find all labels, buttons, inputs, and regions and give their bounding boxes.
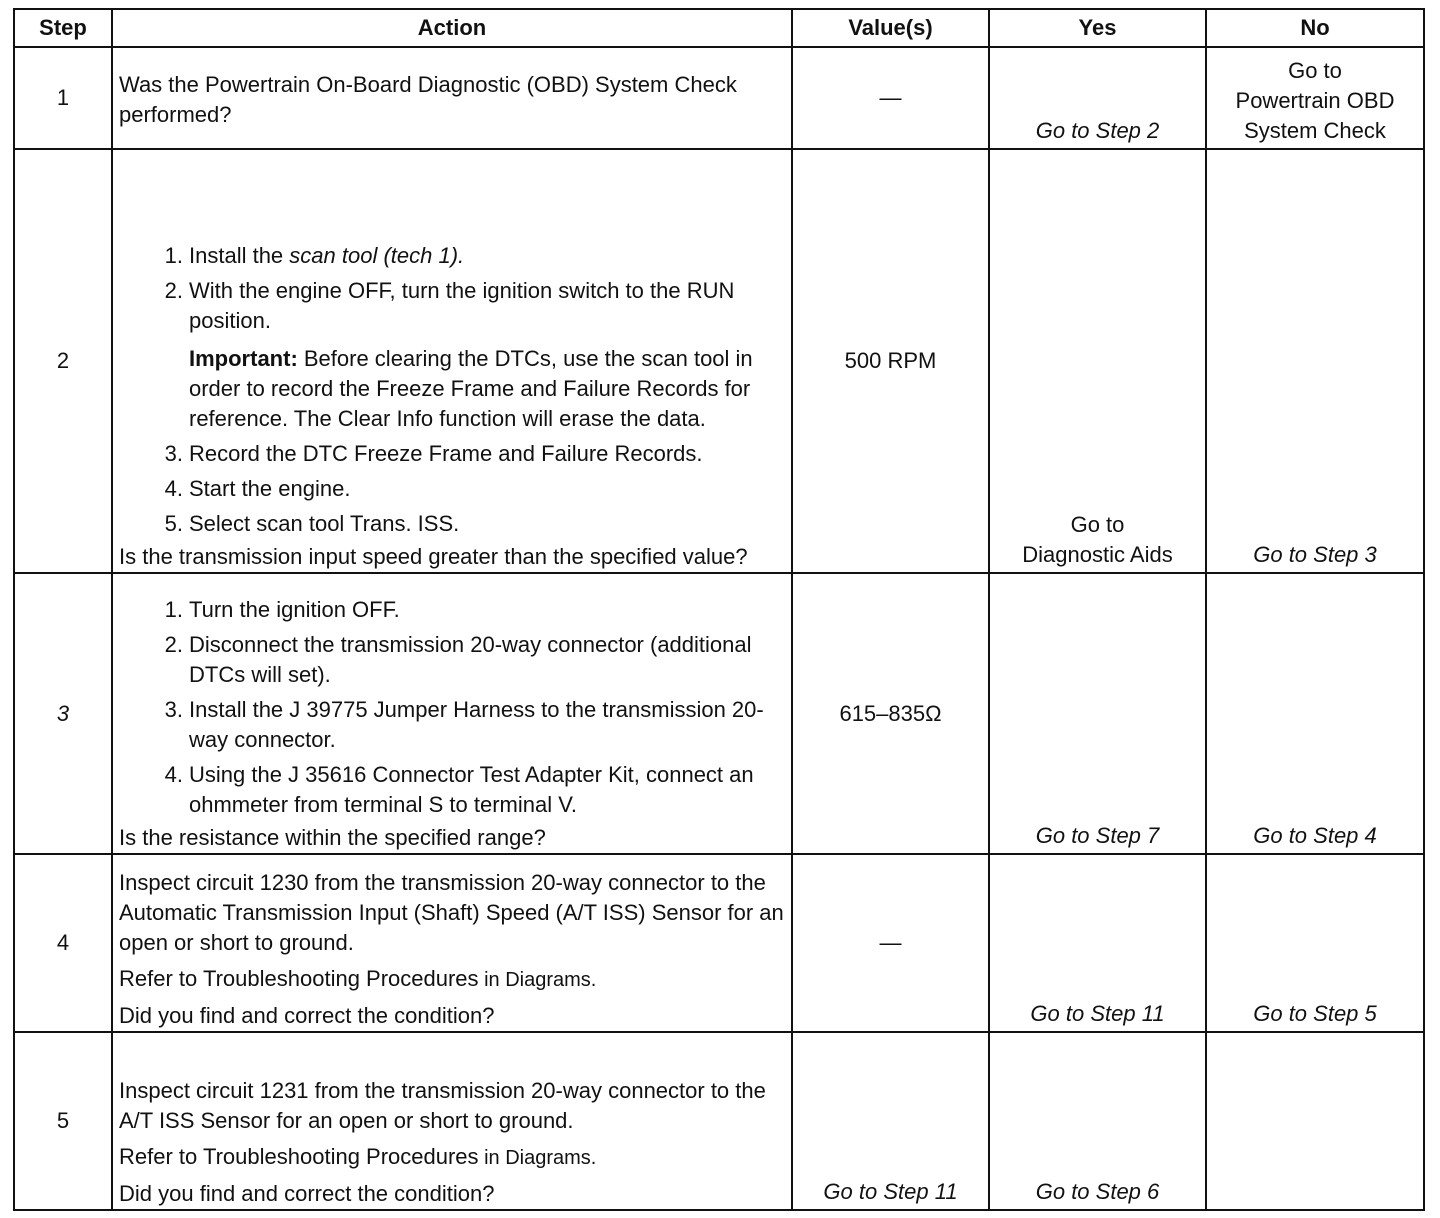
yes-cell: Go to Step 7 xyxy=(989,573,1206,854)
important-text: Before clearing the DTCs, use the scan tool in order to record the Freeze Frame and Failure Records for reference. The Clear Info function will erase the data. xyxy=(189,346,753,431)
yes-cell: Go to Step 11 xyxy=(989,854,1206,1032)
step-number: 1 xyxy=(14,47,112,149)
list-item-text: Start the engine. xyxy=(189,476,351,501)
list-item-number: 4. xyxy=(164,762,183,787)
no-cell: Go to Step 5 xyxy=(1206,854,1424,1032)
header-step: Step xyxy=(14,9,112,47)
table-row xyxy=(14,47,1424,149)
no-line: Powertrain OBD xyxy=(1235,88,1395,113)
list-item xyxy=(119,474,785,504)
table-row xyxy=(14,149,1424,573)
action-text: Inspect circuit 1230 from the transmission 20-way connector to the Automatic Transmission Input (Shaft) Speed (A/T ISS) Sensor for an open or short to ground. xyxy=(119,870,784,955)
diagnostic-table xyxy=(13,8,1425,1211)
action-question: Did you find and correct the condition? xyxy=(119,1003,495,1028)
list-item xyxy=(119,276,785,336)
table-row xyxy=(14,854,1424,1032)
yes-cell: Go to Step 6 xyxy=(989,1032,1206,1210)
action-list xyxy=(119,595,785,820)
no-cell xyxy=(1206,47,1424,149)
list-item xyxy=(119,439,785,469)
list-item-number: 2. xyxy=(164,278,183,303)
list-item-text: Disconnect the transmission 20-way connector (additional DTCs will set). xyxy=(189,632,752,687)
action-question: Is the resistance within the specified range? xyxy=(119,825,546,850)
header-yes: Yes xyxy=(989,9,1206,47)
list-item-text: With the engine OFF, turn the ignition switch to the RUN position. xyxy=(189,278,735,333)
list-item xyxy=(119,241,785,271)
refer-text xyxy=(119,1142,785,1173)
list-item-text: Record the DTC Freeze Frame and Failure Records. xyxy=(189,441,703,466)
list-item-number: 5. xyxy=(164,511,183,536)
action-cell xyxy=(112,573,792,854)
refer-link-text: Refer to Troubleshooting Procedures xyxy=(119,1144,479,1169)
step-number: 5 xyxy=(14,1032,112,1210)
action-cell xyxy=(112,149,792,573)
refer-text xyxy=(119,964,785,995)
step-number: 4 xyxy=(14,854,112,1032)
list-item-number: 4. xyxy=(164,476,183,501)
no-line: Go to xyxy=(1288,58,1342,83)
list-item-text: Install the J 39775 Jumper Harness to the transmission 20-way connector. xyxy=(189,697,764,752)
action-list xyxy=(119,241,785,539)
list-item xyxy=(119,630,785,690)
action-question: Did you find and correct the condition? xyxy=(119,1181,495,1206)
action-question: Was the Powertrain On-Board Diagnostic (OBD) System Check performed? xyxy=(119,72,737,127)
header-row xyxy=(14,9,1424,47)
value-cell: 500 RPM xyxy=(792,149,989,573)
list-item-text: Install the xyxy=(189,243,290,268)
no-cell: Go to Step 4 xyxy=(1206,573,1424,854)
yes-line: Go to xyxy=(1070,512,1125,537)
refer-link-text: Refer to Troubleshooting Procedures xyxy=(119,966,479,991)
value-cell: Go to Step 11 xyxy=(792,1032,989,1210)
list-item-number: 2. xyxy=(164,632,183,657)
list-item-text: Using the J 35616 Connector Test Adapter Kit, connect an ohmmeter from terminal S to terminal V. xyxy=(189,762,754,817)
list-item-number: 3. xyxy=(164,441,183,466)
table-row xyxy=(14,1032,1424,1210)
action-question: Is the transmission input speed greater than the specified value? xyxy=(119,544,748,569)
action-cell xyxy=(112,1032,792,1210)
step-number: 2 xyxy=(14,149,112,573)
list-item xyxy=(119,509,785,539)
important-label: Important: xyxy=(189,346,298,371)
header-values: Value(s) xyxy=(792,9,989,47)
list-item xyxy=(119,595,785,625)
yes-cell xyxy=(989,149,1206,573)
no-cell xyxy=(1206,1032,1424,1210)
list-item-text: Turn the ignition OFF. xyxy=(189,597,400,622)
refer-suffix: in Diagrams. xyxy=(478,1147,597,1169)
value-cell: — xyxy=(792,854,989,1032)
value-cell: 615–835Ω xyxy=(792,573,989,854)
no-cell: Go to Step 3 xyxy=(1206,149,1424,573)
no-line: System Check xyxy=(1244,118,1386,143)
table-row xyxy=(14,573,1424,854)
list-item-number: 1. xyxy=(164,243,183,268)
yes-cell: Go to Step 2 xyxy=(989,47,1206,149)
list-item xyxy=(119,760,785,820)
action-text: Inspect circuit 1231 from the transmission 20-way connector to the A/T ISS Sensor for an open or short to ground. xyxy=(119,1078,766,1133)
list-item-number: 3. xyxy=(164,697,183,722)
header-action: Action xyxy=(112,9,792,47)
scan-tool-term: scan tool (tech 1). xyxy=(289,243,465,268)
action-cell xyxy=(112,854,792,1032)
header-no: No xyxy=(1206,9,1424,47)
action-cell xyxy=(112,47,792,149)
value-cell: — xyxy=(792,47,989,149)
yes-line: Diagnostic Aids xyxy=(1022,542,1173,567)
list-item-number: 1. xyxy=(164,597,183,622)
step-number: 3 xyxy=(14,573,112,854)
refer-suffix: in Diagrams. xyxy=(478,969,597,991)
list-item xyxy=(119,695,785,755)
list-item-text: Select scan tool Trans. ISS. xyxy=(189,511,460,536)
important-note xyxy=(119,344,785,434)
